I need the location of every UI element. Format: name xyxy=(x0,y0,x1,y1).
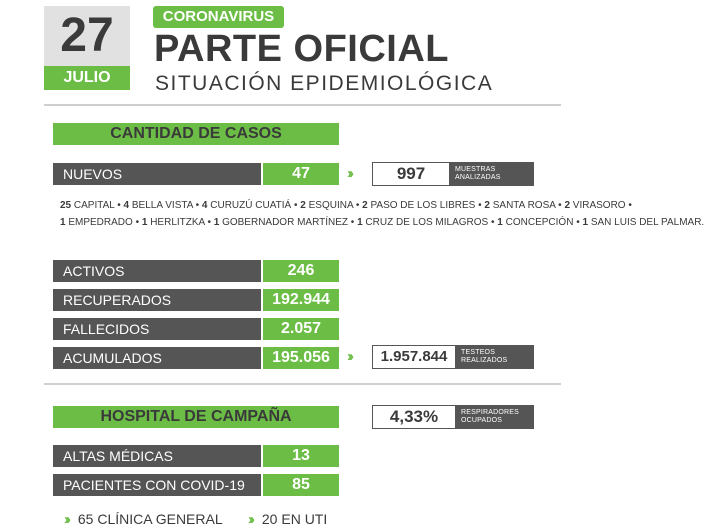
department-count: 2 xyxy=(300,200,306,211)
bullet-separator: • xyxy=(625,200,632,211)
department-count: 1 xyxy=(141,217,148,228)
respirators-caption-line1: RESPIRADORES xyxy=(461,409,520,416)
case-row-label: FALLECIDOS xyxy=(53,318,261,340)
new-cases-value: 47 xyxy=(263,163,339,185)
bullet-separator: • xyxy=(555,200,565,211)
department-name: CRUZ DE LOS MILAGROS xyxy=(365,217,489,228)
samples-caption-line1: MUESTRAS xyxy=(455,166,496,173)
department-count: 4 xyxy=(201,200,208,211)
double-chevron-right-icon: ›› xyxy=(347,165,351,182)
bullet-separator: • xyxy=(573,217,583,228)
samples-box xyxy=(372,162,534,186)
page-subtitle: SITUACIÓN EPIDEMIOLÓGICA xyxy=(155,72,494,95)
department-name: VIRASORO xyxy=(572,200,626,211)
coronavirus-tag: CORONAVIRUS xyxy=(153,6,284,28)
samples-value: 997 xyxy=(396,164,426,183)
bullet-separator: • xyxy=(192,200,202,211)
case-row-value: 192.944 xyxy=(263,289,339,311)
icu-value: 20 xyxy=(261,511,278,527)
department-name: BELLA VISTA xyxy=(131,200,193,211)
department-name: HERLITZKA xyxy=(150,217,205,228)
bullet-separator: • xyxy=(475,200,485,211)
department-count: 2 xyxy=(362,200,368,211)
case-row-label: ACUMULADOS xyxy=(53,347,261,369)
double-chevron-right-icon: ›› xyxy=(64,511,68,528)
department-name: EMPEDRADO xyxy=(68,217,133,228)
tests-value: 1.957.844 xyxy=(380,348,448,365)
department-name: CAPITAL xyxy=(73,200,115,211)
department-name: SAN LUIS DEL PALMAR. xyxy=(590,217,704,228)
department-count: 1 xyxy=(357,217,363,228)
bullet-separator: • xyxy=(353,200,363,211)
respirators-value: 4,33% xyxy=(389,407,439,426)
tests-caption-line1: TESTEOS xyxy=(461,349,496,356)
department-name: GOBERNADOR MARTÍNEZ xyxy=(222,217,349,228)
case-row-value: 246 xyxy=(263,260,339,282)
departments-line-1 xyxy=(60,199,632,213)
department-name: SANTA ROSA xyxy=(492,200,556,211)
department-count: 4 xyxy=(123,200,130,211)
respirators-caption xyxy=(455,406,533,428)
department-name: ESQUINA xyxy=(308,200,354,211)
header-divider xyxy=(44,104,561,106)
bullet-separator: • xyxy=(291,200,301,211)
department-name: CURUZÚ CUATIÁ xyxy=(210,200,292,211)
department-count: 2 xyxy=(484,200,490,211)
cases-section-title: CANTIDAD DE CASOS xyxy=(53,123,339,145)
bullet-separator: • xyxy=(204,217,214,228)
general-clinic-label: CLÍNICA GENERAL xyxy=(97,511,223,527)
hospital-footer xyxy=(64,509,327,531)
department-name: PASO DE LOS LIBRES xyxy=(370,200,476,211)
hospital-row-value: 85 xyxy=(263,474,339,496)
hospital-row-value: 13 xyxy=(263,445,339,467)
new-cases-label: NUEVOS xyxy=(53,163,261,185)
hospital-row-label: ALTAS MÉDICAS xyxy=(53,445,261,467)
tests-box xyxy=(372,345,534,369)
department-count: 25 xyxy=(60,200,72,211)
bullet-separator: • xyxy=(114,200,124,211)
samples-caption-line2: ANALIZADAS xyxy=(455,174,501,181)
respirators-caption-line2: OCUPADOS xyxy=(461,417,503,424)
double-chevron-right-icon: ›› xyxy=(347,348,351,365)
bullet-separator: • xyxy=(348,217,358,228)
samples-caption xyxy=(449,163,533,185)
section-divider xyxy=(44,383,561,385)
bullet-separator: • xyxy=(488,217,498,228)
department-count: 1 xyxy=(60,217,66,228)
department-count: 1 xyxy=(582,217,589,228)
department-count: 1 xyxy=(497,217,503,228)
tests-caption xyxy=(455,346,533,368)
department-count: 2 xyxy=(564,200,570,211)
respirators-box xyxy=(372,405,534,429)
department-count: 1 xyxy=(213,217,220,228)
tests-caption-line2: REALIZADOS xyxy=(461,357,508,364)
icu-label: EN UTI xyxy=(281,511,328,527)
case-row-value: 2.057 xyxy=(263,318,339,340)
bullet-separator: • xyxy=(132,217,142,228)
case-row-label: RECUPERADOS xyxy=(53,289,261,311)
case-row-value: 195.056 xyxy=(263,347,339,369)
date-day: 27 xyxy=(60,9,114,62)
general-clinic-value: 65 xyxy=(77,511,94,527)
case-row-label: ACTIVOS xyxy=(53,260,261,282)
date-month: JULIO xyxy=(44,66,130,90)
page-title: PARTE OFICIAL xyxy=(154,28,450,70)
departments-line-2 xyxy=(60,216,704,230)
department-name: CONCEPCIÓN xyxy=(505,217,574,228)
double-chevron-right-icon: ›› xyxy=(248,511,252,528)
hospital-row-label: PACIENTES CON COVID-19 xyxy=(53,474,261,496)
hospital-section-title: HOSPITAL DE CAMPAÑA xyxy=(53,406,339,428)
